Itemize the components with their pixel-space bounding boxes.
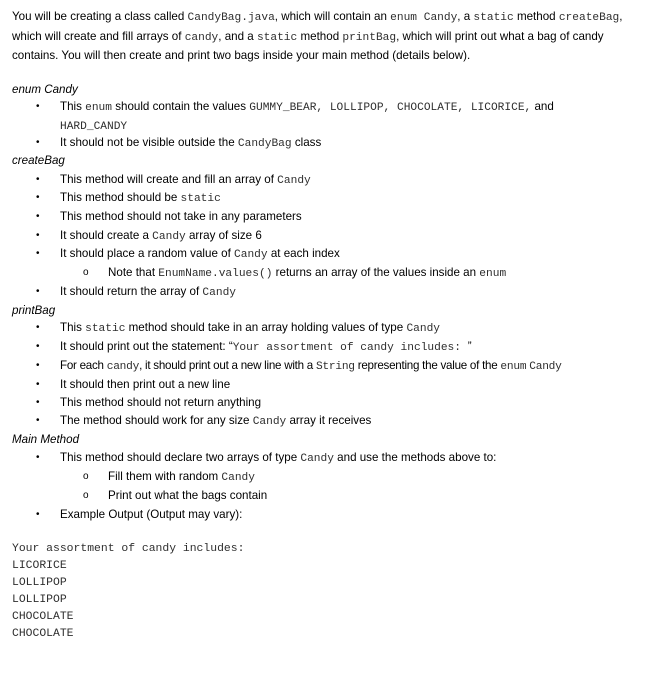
list-item [60, 319, 645, 339]
item-code: enum [479, 268, 507, 280]
item-text: ” [467, 340, 472, 353]
item-text: It should then print out a new line [60, 378, 231, 391]
section-heading-printbag: printBag [12, 304, 56, 317]
item-code: enum [85, 102, 112, 114]
intro-code: candy [184, 31, 219, 44]
list-item [60, 506, 645, 525]
output-line: LICORICE [12, 560, 67, 572]
list-item [60, 412, 645, 432]
item-text: This method will create and fill an array of [60, 173, 278, 186]
item-text: Note that [108, 266, 159, 279]
item-code: GUMMY_BEAR, LOLLIPOP, CHOCOLATE, LICORICE, [249, 102, 532, 114]
item-text: It should not be visible outside the [60, 136, 238, 149]
bullet: • [36, 360, 40, 371]
sub-bullet: o [83, 471, 89, 482]
item-code: EnumName.values() [158, 268, 273, 280]
item-code: Your assortment of candy includes: [232, 342, 468, 354]
list-item [60, 394, 645, 413]
item-text: It should place a random value of [60, 247, 235, 260]
item-code: static [85, 323, 126, 335]
section-heading-enum: enum Candy [12, 83, 78, 96]
item-text: This method should not take in any parameters [60, 210, 302, 223]
item-code: Candy [300, 453, 334, 465]
item-text: For each [60, 359, 107, 372]
list-item [60, 245, 645, 265]
item-text: This method should declare two arrays of type [60, 451, 301, 464]
item-text: class [291, 136, 322, 149]
item-text: representing the value of the [354, 359, 501, 372]
intro-text: , which will create and fill arrays of [12, 10, 623, 43]
list-item [60, 189, 645, 209]
output-line: Your assortment of candy includes: [12, 543, 245, 555]
list-subitem [108, 264, 506, 284]
output-line: CHOCOLATE [12, 611, 74, 623]
bullet: • [36, 452, 40, 463]
bullet: • [36, 286, 40, 297]
bullet: • [36, 322, 40, 333]
item-code: enum [500, 361, 527, 373]
item-text: array of size 6 [185, 229, 262, 242]
list-item [60, 338, 645, 358]
intro-code: printBag [342, 31, 397, 44]
bullet: • [36, 509, 40, 520]
item-code: static [180, 193, 221, 205]
list-subitem [108, 487, 267, 506]
list-subitem [108, 468, 255, 488]
output-line: LOLLIPOP [12, 577, 67, 589]
item-code: Candy [252, 416, 287, 428]
item-text: This [60, 321, 86, 334]
intro-text: , which will contain an [274, 10, 391, 23]
item-text: This method should be [60, 191, 181, 204]
bullet: • [36, 379, 40, 390]
section-heading-createbag: createBag [12, 154, 65, 167]
intro-text: method [297, 29, 343, 43]
list-item [60, 134, 645, 154]
intro-code: createBag [558, 12, 620, 24]
item-text: method should take in an array holding values of type [125, 321, 407, 334]
item-text: It should create a [60, 229, 153, 242]
item-code: Candy [152, 231, 186, 243]
intro-code: enum Candy [390, 12, 458, 24]
item-text: Fill them with random [108, 470, 222, 483]
item-code: Candy [221, 472, 255, 484]
list-item [60, 449, 645, 469]
sub-bullet: o [83, 267, 89, 278]
bullet: • [36, 137, 40, 148]
list-item [60, 376, 645, 395]
intro-text: method [513, 10, 559, 23]
item-code: Candy [529, 361, 562, 373]
bullet: • [36, 211, 40, 222]
intro-text: , which will print out what a bag of candy contains. You will then create and print two bags inside your main method (details below). [12, 29, 604, 62]
item-text: and use the methods above to: [333, 451, 497, 464]
intro-paragraph [12, 8, 644, 66]
item-code: Candy [406, 323, 441, 335]
item-text: It should print out the statement: “ [60, 340, 233, 353]
section-heading-main: Main Method [12, 433, 80, 446]
list-item [60, 208, 645, 227]
item-code: HARD_CANDY [60, 121, 128, 133]
bullet: • [36, 415, 40, 426]
item-code: String [315, 361, 355, 373]
bullet: • [36, 397, 40, 408]
item-text: and [531, 100, 554, 113]
item-text: at each index [267, 247, 340, 260]
bullet: • [36, 174, 40, 185]
intro-text: , and a [218, 29, 257, 43]
item-text: Example Output (Output may vary): [60, 508, 243, 521]
item-text: The method should work for any size [60, 414, 253, 427]
item-text: It should return the array of [60, 285, 203, 298]
item-text: , it should print out a new line with a [139, 359, 316, 372]
list-item [60, 357, 645, 377]
item-code: candy [106, 361, 140, 373]
sub-bullet: o [83, 490, 89, 501]
intro-text: You will be creating a class called [12, 10, 188, 23]
list-item [60, 283, 645, 303]
intro-code: static [473, 12, 514, 24]
bullet: • [36, 230, 40, 241]
list-item [60, 98, 645, 136]
bullet: • [36, 101, 40, 112]
item-text: array it receives [286, 414, 372, 427]
list-item [60, 227, 645, 247]
item-text: should contain the values [111, 100, 250, 113]
output-line: CHOCOLATE [12, 628, 74, 640]
intro-code: static [256, 31, 298, 44]
intro-text: , a [457, 10, 474, 23]
list-item [60, 171, 645, 191]
item-code: Candy [202, 287, 236, 299]
bullet: • [36, 248, 40, 259]
item-text: This [60, 100, 86, 113]
item-code: Candy [234, 249, 268, 261]
item-code: Candy [277, 175, 311, 187]
item-text: Print out what the bags contain [108, 489, 268, 502]
bullet: • [36, 192, 40, 203]
item-text: returns an array of the values inside an [272, 266, 480, 279]
intro-code: CandyBag.java [187, 12, 275, 24]
output-line: LOLLIPOP [12, 594, 67, 606]
bullet: • [36, 341, 40, 352]
item-code: CandyBag [237, 138, 292, 150]
item-text: This method should not return anything [60, 396, 262, 409]
